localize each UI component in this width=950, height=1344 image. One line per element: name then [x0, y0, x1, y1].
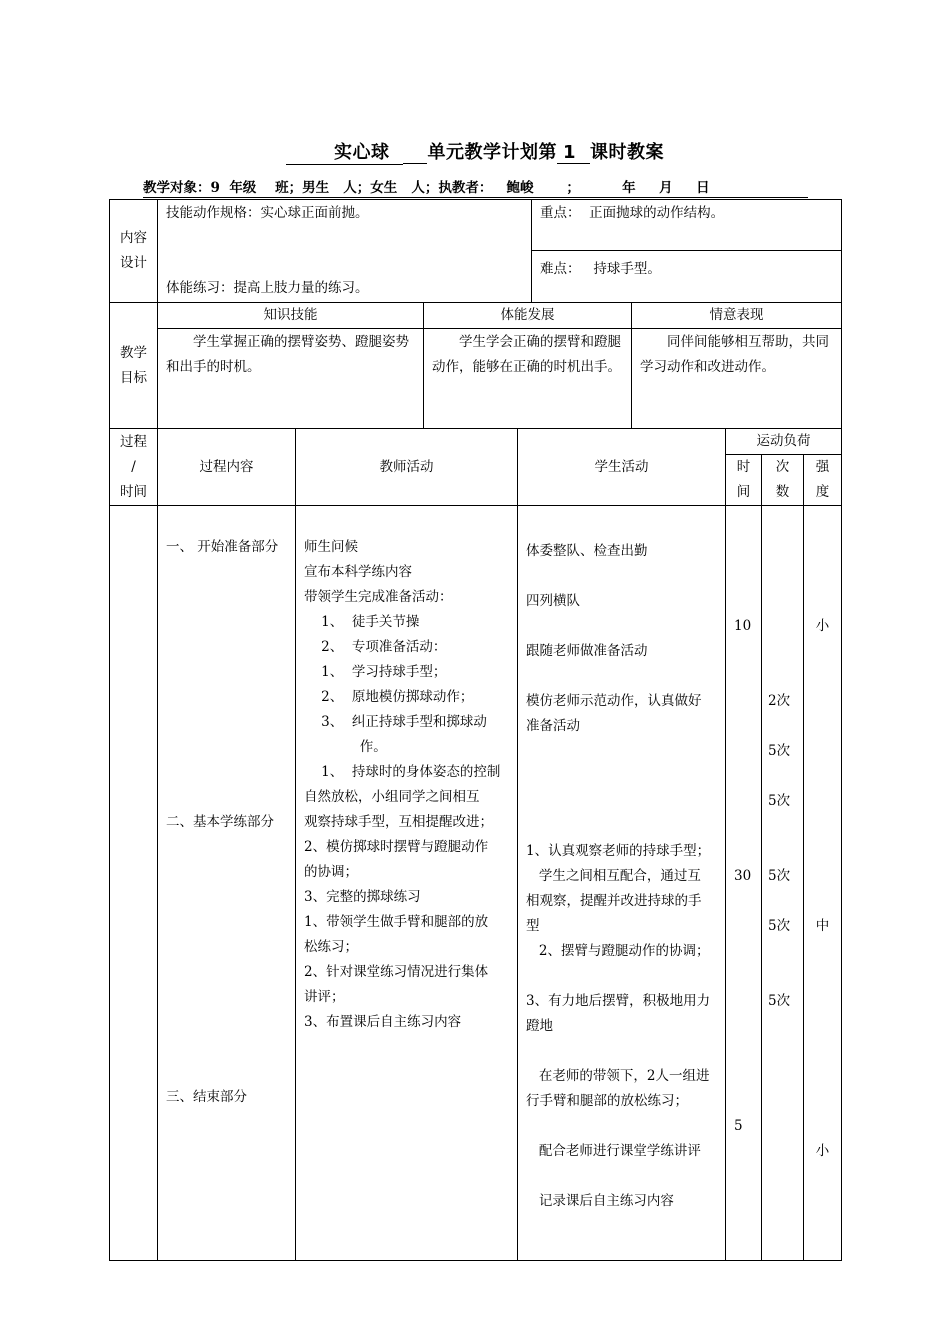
time-line: [734, 689, 761, 714]
count-line: 5次: [768, 918, 791, 934]
time-line: [734, 989, 761, 1014]
intensity-line: 小: [815, 618, 830, 634]
process-content-header: 过程内容: [158, 429, 296, 506]
intensity-line: [804, 814, 841, 839]
load-intensity-cell: [804, 506, 842, 1261]
student-line: [526, 1214, 719, 1239]
student-activity-lines: [518, 506, 725, 1239]
teacher-line: 讲评；: [304, 989, 345, 1005]
count-line: [768, 764, 803, 789]
content-line: [166, 760, 287, 785]
time-line: [734, 964, 761, 989]
teacher-line: [304, 1210, 511, 1235]
process-content-cell: [158, 506, 296, 1261]
count-line: [768, 714, 803, 739]
content-design-cell: [158, 200, 532, 303]
lesson-label: 课时教案: [590, 142, 665, 163]
process-time-label: 过程 / 时间: [110, 429, 158, 506]
student-line: 体委整队、检查出勤: [526, 543, 648, 559]
content-line: [166, 585, 287, 610]
count-line: [768, 1164, 803, 1189]
content-line: [166, 710, 287, 735]
count-line: [768, 839, 803, 864]
time-line: [734, 739, 761, 764]
content-line: [166, 985, 287, 1010]
skill-spec: 技能动作规格：实心球正面前抛。: [166, 205, 369, 221]
student-line: [526, 614, 719, 639]
lesson-plan-table: [109, 199, 842, 1261]
student-line: [526, 514, 719, 539]
unit-label: 单元教学计划第: [427, 142, 557, 163]
teacher-label: 执教者：: [438, 180, 493, 196]
content-line: [166, 835, 287, 860]
info-sep: ；: [566, 180, 580, 196]
student-line: 行手臂和腿部的放松练习；: [526, 1093, 688, 1109]
teacher-activity-cell: [296, 506, 518, 1261]
teacher-line: 2、 专项准备活动：: [304, 639, 447, 655]
student-line: [526, 739, 719, 764]
exercise-load-header: 运动负荷: [726, 429, 842, 455]
intensity-line: 中: [815, 918, 830, 934]
time-line: [734, 789, 761, 814]
intensity-line: [804, 739, 841, 764]
intensity-line: [804, 789, 841, 814]
time-line: [734, 1064, 761, 1089]
time-line: [734, 664, 761, 689]
intensity-line: [804, 714, 841, 739]
count-line: [768, 614, 803, 639]
teacher-line: 作。: [304, 739, 387, 755]
key-difficulty-cell: [532, 200, 842, 303]
time-line: [734, 764, 761, 789]
content-line: [166, 510, 287, 535]
count-line: [768, 939, 803, 964]
time-line: [734, 564, 761, 589]
grade-label: 年级: [229, 180, 257, 196]
student-line: [526, 964, 719, 989]
intensity-line: [804, 1064, 841, 1089]
student-line: [526, 564, 719, 589]
content-line: [166, 885, 287, 910]
lesson-number-underline: [557, 142, 590, 164]
teacher-line: 松练习；: [304, 939, 358, 955]
intensity-line: [804, 839, 841, 864]
load-intensity-header: 强 度: [804, 455, 842, 506]
time-line: [734, 814, 761, 839]
intensity-line: [804, 639, 841, 664]
teacher-line: 3、完整的掷球练习: [304, 889, 421, 905]
time-line: [734, 1089, 761, 1114]
key-point: 重点： 正面抛球的动作结构。: [532, 200, 841, 251]
time-line: 5: [734, 1118, 743, 1134]
student-line: [526, 814, 719, 839]
time-line: [734, 539, 761, 564]
student-line: 型: [526, 918, 540, 934]
intensity-line: [804, 564, 841, 589]
objective-knowledge: 学生掌握正确的摆臂姿势、蹬腿姿势和出手的时机。: [158, 329, 424, 429]
count-line: 5次: [768, 743, 791, 759]
teacher-line: 3、布置课后自主练习内容: [304, 1014, 462, 1030]
time-line: 10: [734, 618, 752, 634]
time-line: [734, 1139, 761, 1164]
intensity-line: [804, 689, 841, 714]
intensity-line: [804, 964, 841, 989]
teacher-line: 1、 学习持球手型；: [304, 664, 447, 680]
content-line: [166, 1135, 287, 1160]
count-line: 2次: [768, 693, 791, 709]
student-line: 在老师的带领下，2人一组进: [526, 1068, 710, 1084]
content-line: [166, 860, 287, 885]
count-line: [768, 564, 803, 589]
time-line: [734, 1189, 761, 1214]
grade: 9: [210, 180, 220, 196]
content-line: [166, 960, 287, 985]
process-time-cell: [110, 506, 158, 1261]
intensity-line: [804, 989, 841, 1014]
teacher-line: [304, 1135, 511, 1160]
content-line: [166, 610, 287, 635]
teacher-line: 带领学生完成准备活动：: [304, 589, 453, 605]
female-unit: 人；: [411, 180, 439, 196]
teacher-activity-lines: [296, 506, 517, 1235]
content-line: 三、结束部分: [166, 1089, 247, 1105]
student-line: [526, 664, 719, 689]
male-label: 男生: [302, 180, 330, 196]
content-line: [166, 660, 287, 685]
intensity-line: [804, 1039, 841, 1064]
fitness-practice: 体能练习：提高上肢力量的练习。: [166, 280, 369, 296]
student-line: 相观察，提醒并改进持球的手: [526, 893, 702, 909]
count-line: [768, 1189, 803, 1214]
teacher-line: 3、 纠正持球手型和掷球动: [304, 714, 487, 730]
intensity-line: [804, 1214, 841, 1239]
teacher-line: [304, 510, 511, 535]
intensity-line: [804, 889, 841, 914]
lesson-plan-title: [0, 138, 950, 165]
objective-fitness: 学生学会正确的摆臂和蹬腿动作，能够在正确的时机出手。: [424, 329, 632, 429]
student-line: 四列横队: [526, 593, 580, 609]
class-label: 班；: [275, 180, 303, 196]
intensity-line: [804, 589, 841, 614]
objective-header-fitness: 体能发展: [424, 303, 632, 329]
content-line: 一、 开始准备部分: [166, 539, 279, 555]
time-line: [734, 939, 761, 964]
teacher-activity-header: 教师活动: [296, 429, 518, 506]
objective-affect: 同伴间能够相互帮助，共同学习动作和改进动作。: [632, 329, 842, 429]
content-line: [166, 1035, 287, 1060]
load-intensity-lines: [804, 506, 841, 1239]
count-line: [768, 514, 803, 539]
load-time-cell: [726, 506, 762, 1261]
count-line: [768, 1214, 803, 1239]
student-line: 跟随老师做准备活动: [526, 643, 648, 659]
content-line: [166, 560, 287, 585]
count-line: [768, 1139, 803, 1164]
student-line: [526, 764, 719, 789]
intensity-line: [804, 1164, 841, 1189]
time-line: [734, 1039, 761, 1064]
time-line: [734, 839, 761, 864]
count-line: 5次: [768, 793, 791, 809]
time-line: 30: [734, 868, 752, 884]
count-line: [768, 1064, 803, 1089]
objective-header-knowledge: 知识技能: [158, 303, 424, 329]
content-line: [166, 1235, 287, 1260]
target-label: 教学对象：: [143, 180, 211, 196]
month-label: 月: [659, 180, 673, 196]
count-line: [768, 889, 803, 914]
intensity-line: [804, 939, 841, 964]
time-line: [734, 1214, 761, 1239]
intensity-line: [804, 864, 841, 889]
info-line: [143, 176, 808, 198]
content-line: [166, 1185, 287, 1210]
topic-underline: [286, 138, 404, 165]
count-line: [768, 964, 803, 989]
content-line: [166, 735, 287, 760]
student-line: 学生之间相互配合，通过互: [526, 868, 701, 884]
student-line: 3、有力地后摆臂，积极地用力: [526, 993, 711, 1009]
teacher-line: 师生问候: [304, 539, 358, 555]
student-activity-header: 学生活动: [518, 429, 726, 506]
content-design-label: 内容 设计: [110, 200, 158, 303]
teacher-line: 2、 原地模仿掷球动作；: [304, 689, 474, 705]
content-line: 二、基本学练部分: [166, 814, 274, 830]
topic-gap-underline: [403, 142, 427, 164]
female-label: 女生: [370, 180, 398, 196]
student-line: 2、摆臂与蹬腿动作的协调；: [526, 943, 710, 959]
count-line: [768, 1014, 803, 1039]
count-line: 5次: [768, 993, 791, 1009]
year-label: 年: [622, 180, 636, 196]
student-line: [526, 1164, 719, 1189]
content-line: [166, 785, 287, 810]
teacher-line: 1、带领学生做手臂和腿部的放: [304, 914, 489, 930]
count-line: [768, 1039, 803, 1064]
teacher-line: [304, 1160, 511, 1185]
male-unit: 人；: [343, 180, 371, 196]
teacher-line: 的协调；: [304, 864, 358, 880]
count-line: [768, 589, 803, 614]
count-line: [768, 1114, 803, 1139]
intensity-line: [804, 664, 841, 689]
student-line: [526, 1114, 719, 1139]
content-line: [166, 1210, 287, 1235]
count-line: [768, 639, 803, 664]
time-line: [734, 914, 761, 939]
time-line: [734, 639, 761, 664]
load-time-lines: [726, 506, 761, 1239]
student-line: [526, 1039, 719, 1064]
intensity-line: [804, 1114, 841, 1139]
load-count-lines: [762, 506, 803, 1239]
student-activity-cell: [518, 506, 726, 1261]
content-line: [166, 1010, 287, 1035]
load-time-header: 时 间: [726, 455, 762, 506]
topic: 实心球: [333, 142, 390, 163]
intensity-line: [804, 1014, 841, 1039]
teacher-line: 自然放松，小组同学之间相互: [304, 789, 480, 805]
teacher-name: 鲍峻: [506, 180, 534, 196]
content-line: [166, 910, 287, 935]
time-line: [734, 589, 761, 614]
intensity-line: [804, 1089, 841, 1114]
difficulty: 难点： 持球手型。: [540, 261, 661, 277]
teacher-line: [304, 1060, 511, 1085]
count-line: [768, 814, 803, 839]
content-line: [166, 635, 287, 660]
teacher-line: 1、 持球时的身体姿态的控制: [304, 764, 501, 780]
content-line: [166, 685, 287, 710]
content-line: [166, 1160, 287, 1185]
student-line: 模仿老师示范动作，认真做好: [526, 693, 702, 709]
load-count-header: 次 数: [762, 455, 804, 506]
intensity-line: [804, 539, 841, 564]
teacher-line: [304, 1085, 511, 1110]
student-line: 1、认真观察老师的持球手型；: [526, 843, 711, 859]
lesson-number: 1: [562, 142, 577, 163]
time-line: [734, 514, 761, 539]
teacher-line: 2、模仿掷球时摆臂与蹬腿动作: [304, 839, 489, 855]
intensity-line: [804, 514, 841, 539]
count-line: [768, 539, 803, 564]
day-label: 日: [696, 180, 710, 196]
intensity-line: 小: [815, 1143, 830, 1159]
student-line: [526, 789, 719, 814]
intensity-line: [804, 764, 841, 789]
objectives-label: 教学 目标: [110, 303, 158, 429]
count-line: [768, 1089, 803, 1114]
content-line: [166, 1060, 287, 1085]
process-content-lines: [158, 506, 295, 1260]
student-line: 准备活动: [526, 718, 580, 734]
student-line: 配合老师进行课堂学练讲评: [526, 1143, 701, 1159]
count-line: 5次: [768, 868, 791, 884]
content-line: [166, 935, 287, 960]
teacher-line: 1、 徒手关节操: [304, 614, 420, 630]
teacher-line: [304, 1035, 511, 1060]
teacher-line: 观察持球手型，互相提醒改进；: [304, 814, 493, 830]
time-line: [734, 714, 761, 739]
time-line: [734, 1014, 761, 1039]
time-line: [734, 1164, 761, 1189]
student-line: 蹬地: [526, 1018, 553, 1034]
load-count-cell: [762, 506, 804, 1261]
student-line: 记录课后自主练习内容: [526, 1193, 674, 1209]
teacher-line: [304, 1185, 511, 1210]
teacher-line: 宣布本科学练内容: [304, 564, 412, 580]
objective-header-affect: 情意表现: [632, 303, 842, 329]
time-line: [734, 889, 761, 914]
content-line: [166, 1110, 287, 1135]
teacher-line: [304, 1110, 511, 1135]
intensity-line: [804, 1189, 841, 1214]
teacher-line: 2、针对课堂练习情况进行集体: [304, 964, 489, 980]
count-line: [768, 664, 803, 689]
